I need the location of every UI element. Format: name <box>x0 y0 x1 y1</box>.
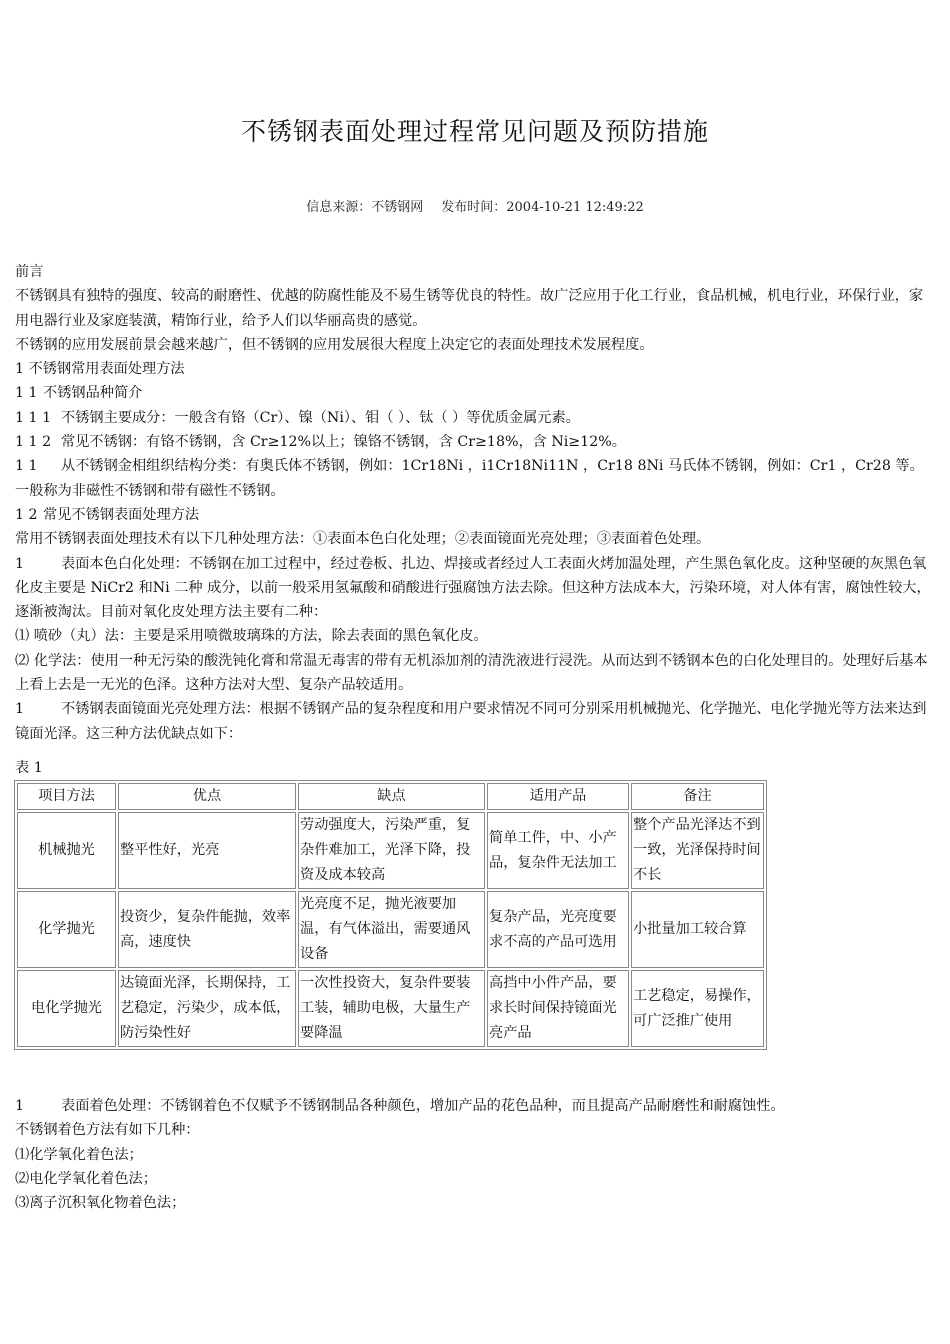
meta-line <box>0 196 950 215</box>
paragraph: 不锈钢具有独特的强度、较高的耐磨性、优越的防腐性能及不易生锈等优良的特性。故广泛应用于化工行业，食品机械，机电行业，环保行业，家用电器行业及家庭装潢，精饰行业，给予人们以华丽高贵的感觉。 <box>15 288 924 329</box>
table-cell: 简单工件，中、小产品，复杂件无法加工 <box>487 812 629 889</box>
list-item: ⑵电化学氧化着色法； <box>15 1170 157 1187</box>
preface-heading: 前言 <box>15 264 44 280</box>
table-row <box>17 812 764 889</box>
table-cell: 一次性投资大，复杂件要装工装，辅助电极，大量生产要降温 <box>298 970 485 1047</box>
table-cell: 高挡中小件产品，要求长时间保持镜面光亮产品 <box>487 970 629 1047</box>
subsection-heading <box>15 503 937 527</box>
subsection-heading <box>15 381 937 405</box>
column-header: 项目方法 <box>17 783 116 810</box>
list-item <box>15 1094 937 1118</box>
publish-time: 发布时间：2004-10-21 12:49:22 <box>441 200 644 215</box>
section-number: 1 2 <box>15 506 38 523</box>
list-item <box>15 430 937 454</box>
paragraph: 常用不锈钢表面处理技术有以下几种处理方法：①表面本色白化处理；②表面镜面光亮处理；③表面着色处理。 <box>15 531 711 548</box>
item-text: 常见不锈钢：有铬不锈钢，含 Cr≥12%以上；镍铬不锈钢，含 Cr≥18%，含 Ni≥12%。 <box>61 434 626 451</box>
paragraph: 不锈钢的应用发展前景会越来越广，但不锈钢的应用发展很大程度上决定它的表面处理技术发展程度。 <box>15 336 654 353</box>
section-number: 1 <box>15 555 25 572</box>
list-item: ⑴化学氧化着色法； <box>15 1146 143 1163</box>
table-cell: 小批量加工较合算 <box>631 891 764 968</box>
item-text: 不锈钢表面镜面光亮处理方法：根据不锈钢产品的复杂程度和用户要求情况不同可分别采用机械抛光、化学抛光、电化学抛光等方法来达到镜面光泽。这三种方法优缺点如下： <box>15 701 927 742</box>
list-item: ⑶离子沉积氧化物着色法； <box>15 1195 186 1212</box>
table-cell: 机械抛光 <box>17 812 116 889</box>
source-text: 信息来源：不锈钢网 <box>306 200 424 215</box>
subsection-title: 常见不锈钢表面处理方法 <box>43 506 200 523</box>
table-cell: 投资少，复杂件能抛，效率高，速度快 <box>118 891 296 968</box>
table-row <box>17 970 764 1047</box>
section-number: 1 <box>15 701 25 718</box>
table-cell: 化学抛光 <box>17 891 116 968</box>
list-item <box>15 552 937 625</box>
table-header-row <box>17 783 764 810</box>
section-number: 1 <box>15 1098 25 1114</box>
section-number: 1 1 <box>15 385 38 402</box>
section-heading: 1 不锈钢常用表面处理方法 <box>15 361 185 378</box>
table-cell: 光亮度不足，抛光液要加温，有气体溢出，需要通风设备 <box>298 891 485 968</box>
list-item <box>15 454 937 503</box>
column-header: 适用产品 <box>487 783 629 810</box>
section-number: 1 1 <box>15 458 38 475</box>
item-text: 从不锈钢金相组织结构分类：有奥氏体不锈钢，例如：1Cr18Ni ，i1Cr18Ni11N ，Cr18 8Ni 马氏体不锈钢，例如：Cr1 ，Cr28 等。一般称为非磁性不锈钢和带有磁性不锈钢。 <box>15 458 924 499</box>
column-header: 优点 <box>118 783 296 810</box>
table-cell: 整平性好，光亮 <box>118 812 296 889</box>
item-text: 不锈钢主要成分：一般含有铬（Cr）、镍（Ni）、钼（ ）、钛（ ）等优质金属元素。 <box>61 409 580 426</box>
table-cell: 工艺稳定，易操作，可广泛推广使用 <box>631 970 764 1047</box>
section-number: 1 1 1 <box>15 409 52 426</box>
column-header: 备注 <box>631 783 764 810</box>
comparison-table <box>14 780 767 1050</box>
table-caption: 表 1 <box>15 760 43 776</box>
table-cell: 劳动强度大，污染严重，复杂件难加工，光泽下降，投资及成本较高 <box>298 812 485 889</box>
subsection-title: 不锈钢品种简介 <box>43 385 143 402</box>
list-item <box>15 697 937 746</box>
column-header: 缺点 <box>298 783 485 810</box>
table-cell: 复杂产品，光亮度要求不高的产品可选用 <box>487 891 629 968</box>
paragraph: 不锈钢着色方法有如下几种： <box>15 1122 200 1139</box>
list-item: ⑴ 喷砂（丸）法：主要是采用喷微玻璃珠的方法，除去表面的黑色氧化皮。 <box>15 628 488 645</box>
list-item <box>15 406 937 430</box>
item-text: 表面本色白化处理：不锈钢在加工过程中，经过卷板、扎边、焊接或者经过人工表面火烤加温处理，产生黑色氧化皮。这种坚硬的灰黑色氧化皮主要是 NiCr2 和Ni 二种 成分，以前一般采用氢氟酸和硝酸进行强腐蚀方法去除。但这种方法成本大，污染环境，对人体有害，腐蚀性较大，逐渐被淘汰。目前对氧化皮处理方法主要有二种： <box>15 555 931 621</box>
list-item: ⑵ 化学法：使用一种无污染的酸洗钝化膏和常温无毒害的带有无机添加剂的清洗液进行浸洗。从而达到不锈钢本色的白化处理目的。处理好后基本上看上去是一无光的色泽。这种方法对大型、复杂产品较适用。 <box>15 652 928 694</box>
table-row <box>17 891 764 968</box>
section-number: 1 1 2 <box>15 434 52 451</box>
article-body <box>15 260 937 746</box>
item-text: 表面着色处理：不锈钢着色不仅赋予不锈钢制品各种颜色，增加产品的花色品种，而且提高产品耐磨性和耐腐蚀性。 <box>61 1098 785 1114</box>
table-cell: 电化学抛光 <box>17 970 116 1047</box>
article-continuation <box>15 1094 937 1215</box>
table-cell: 整个产品光泽达不到一致，光泽保持时间不长 <box>631 812 764 889</box>
table-cell: 达镜面光泽，长期保持，工艺稳定，污染少，成本低，防污染性好 <box>118 970 296 1047</box>
page-title: 不锈钢表面处理过程常见问题及预防措施 <box>240 117 709 146</box>
